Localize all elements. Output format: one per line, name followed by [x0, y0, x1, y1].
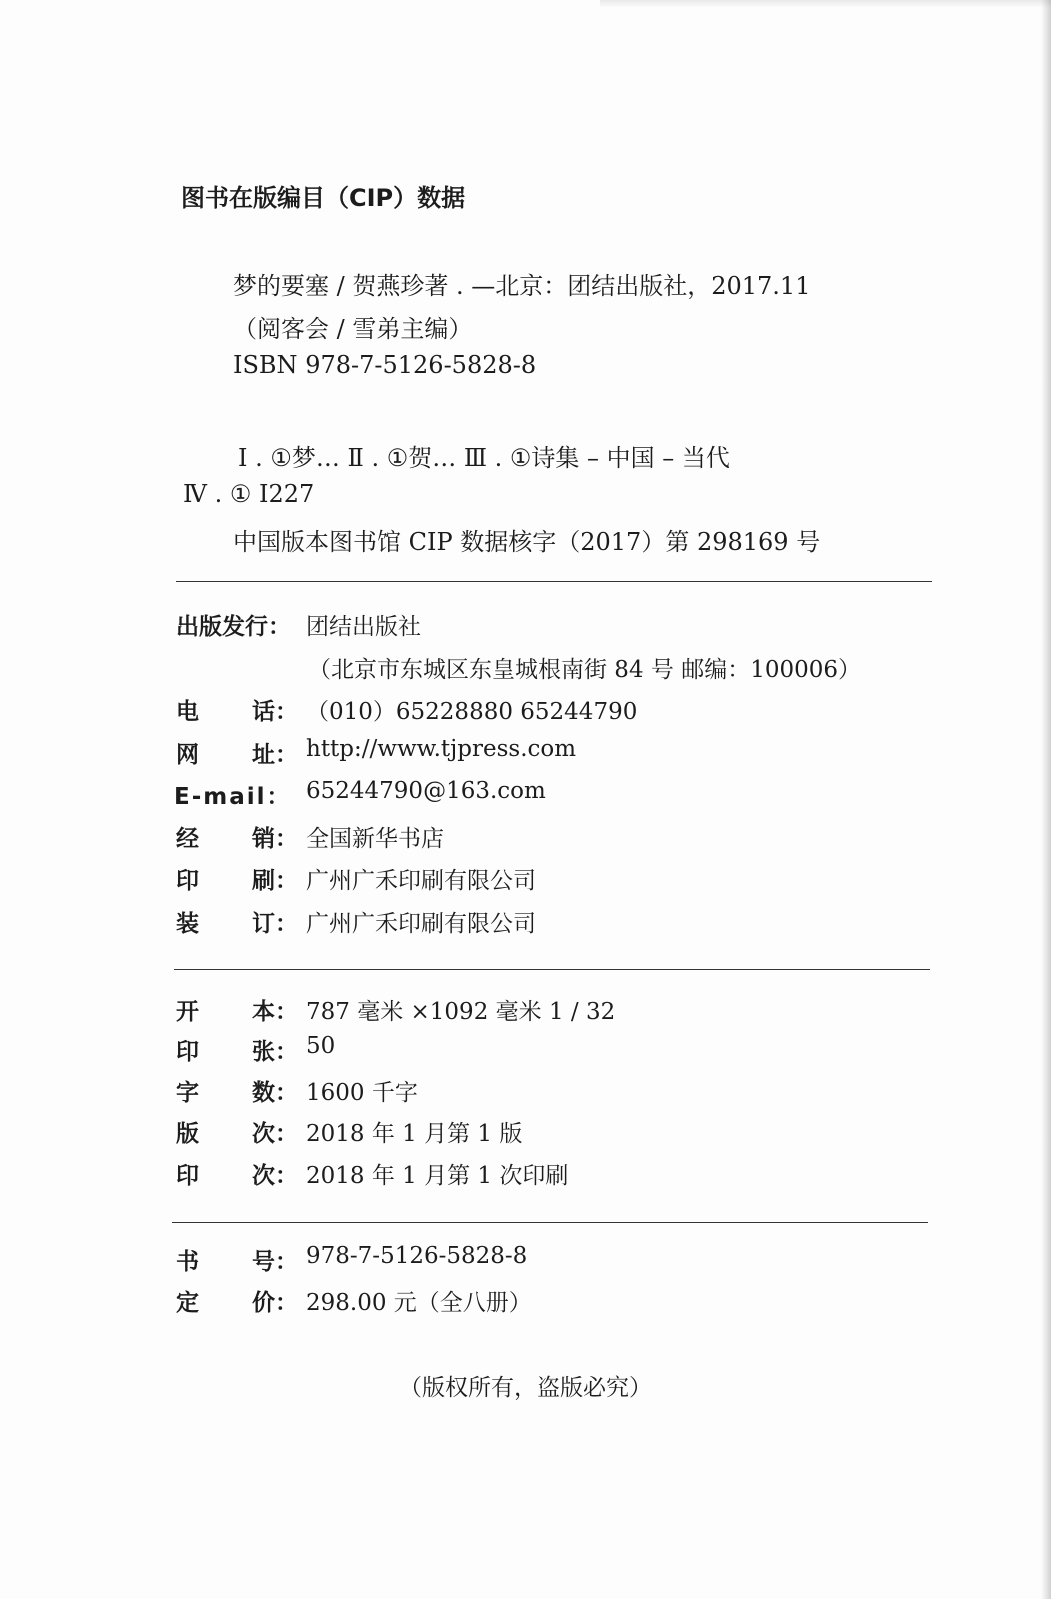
edition-label-2: 次： [252, 1121, 298, 1147]
binder-label-2: 订： [252, 911, 298, 937]
web-label-2: 址： [252, 742, 298, 768]
book-number-label-2: 号： [252, 1249, 298, 1275]
cip-isbn: ISBN 978-7-5126-5828-8 [233, 351, 537, 379]
format-label-1: 开 [176, 999, 199, 1025]
price-label-1: 定 [176, 1290, 199, 1316]
printing-label-2: 次： [252, 1163, 298, 1189]
cip-classification-2: Ⅳ . ① I227 [183, 480, 315, 508]
distributor-label-2: 销： [252, 826, 298, 852]
web-value: http://www.tjpress.com [306, 736, 577, 762]
email-label: E-mail： [174, 784, 292, 810]
format-value: 787 毫米 ×1092 毫米 1 / 32 [306, 999, 616, 1025]
distributor-label-1: 经 [176, 826, 199, 852]
binder-label-1: 装 [176, 911, 199, 937]
publisher-address: （北京市东城区东皇城根南街 84 号 邮编：100006） [308, 657, 861, 683]
phone-label-2: 话： [252, 699, 298, 725]
cip-library-record: 中国版本图书馆 CIP 数据核字（2017）第 298169 号 [233, 528, 821, 556]
printing-label-1: 印 [176, 1163, 199, 1189]
cip-series-line: （阅客会 / 雪弟主编） [233, 315, 473, 343]
divider-1 [176, 581, 932, 582]
format-label-2: 本： [252, 999, 298, 1025]
phone-value: （010）65228880 65244790 [306, 699, 638, 725]
sheets-value: 50 [306, 1033, 336, 1059]
words-label-2: 数： [252, 1080, 298, 1106]
printer-label-2: 刷： [252, 868, 298, 894]
printer-value: 广州广禾印刷有限公司 [306, 868, 536, 894]
divider-3 [172, 1222, 928, 1223]
edition-value: 2018 年 1 月第 1 版 [306, 1121, 523, 1147]
printing-value: 2018 年 1 月第 1 次印刷 [306, 1163, 569, 1189]
sheets-label-1: 印 [176, 1039, 199, 1065]
book-number-value: 978-7-5126-5828-8 [306, 1243, 528, 1269]
edition-label-1: 版 [176, 1121, 199, 1147]
book-number-label-1: 书 [176, 1249, 199, 1275]
scan-top-shadow [600, 0, 1051, 8]
words-label-1: 字 [176, 1080, 199, 1106]
scan-edge-shadow [1041, 0, 1051, 1599]
phone-label-1: 电 [176, 699, 199, 725]
sheets-label-2: 张： [252, 1039, 298, 1065]
publisher-name: 团结出版社 [306, 614, 421, 640]
distributor-value: 全国新华书店 [306, 826, 444, 852]
binder-value: 广州广禾印刷有限公司 [306, 911, 536, 937]
email-value: 65244790@163.com [306, 778, 546, 804]
cip-title-line: 梦的要塞 / 贺燕珍著 . —北京：团结出版社，2017.11 [233, 272, 811, 300]
divider-2 [174, 969, 930, 970]
publisher-label: 出版发行： [176, 614, 291, 640]
printer-label-1: 印 [176, 868, 199, 894]
price-label-2: 价： [252, 1290, 298, 1316]
copyright-notice: （版权所有，盗版必究） [399, 1375, 652, 1401]
words-value: 1600 千字 [306, 1080, 418, 1106]
price-value: 298.00 元（全八册） [306, 1290, 532, 1316]
web-label-1: 网 [176, 742, 199, 768]
cip-classification-1: Ⅰ . ①梦… Ⅱ . ①贺… Ⅲ . ①诗集 – 中国 – 当代 [238, 444, 730, 472]
cip-heading: 图书在版编目（CIP）数据 [181, 184, 466, 212]
